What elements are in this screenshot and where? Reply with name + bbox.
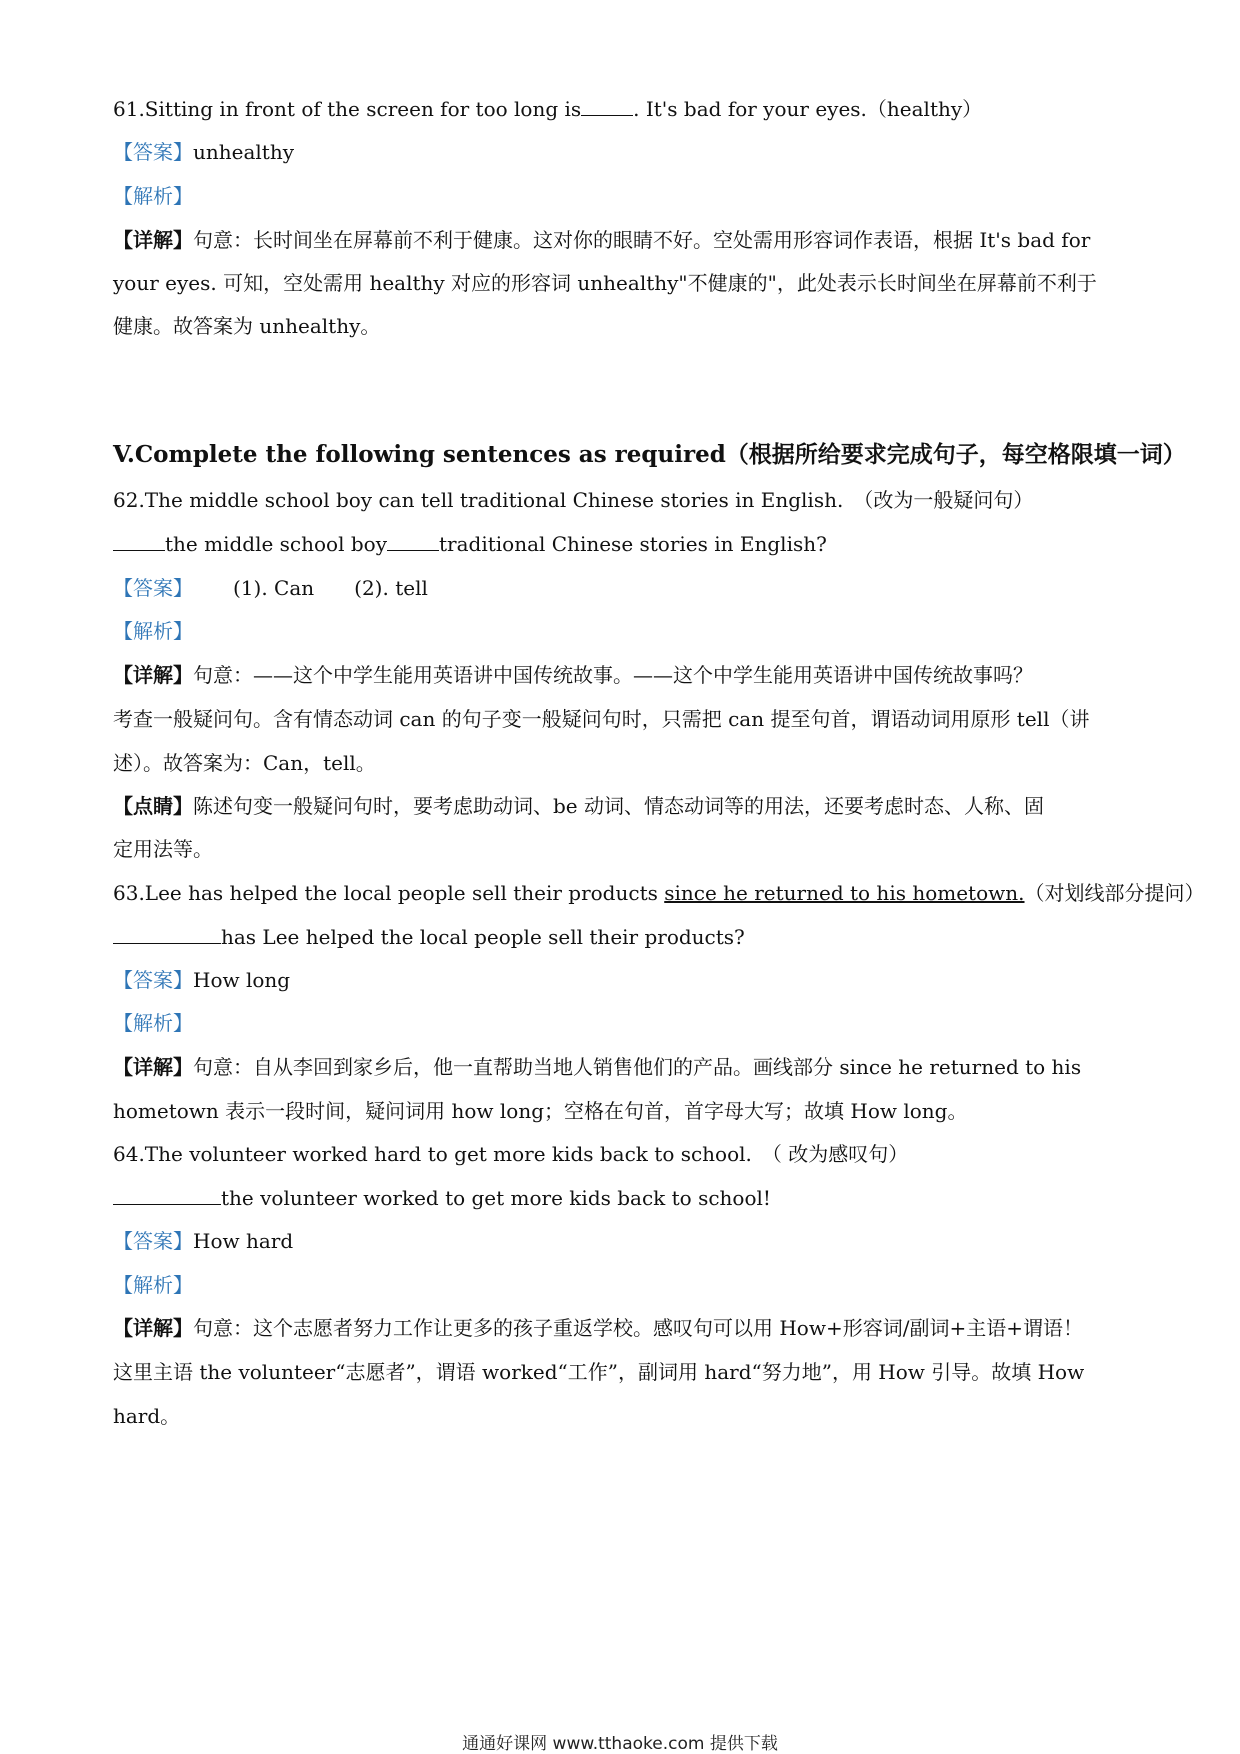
- q62-detail-line-3: 述）。故答案为：Can，tell。: [113, 751, 376, 775]
- answer-tag: 【答案】: [113, 140, 193, 164]
- q61-detail-line-2: your eyes. 可知，空处需用 healthy 对应的形容词 unhealthy"不健康的"，此处表示长时间坐在屏幕前不利于: [113, 271, 1097, 295]
- section-title: V.Complete the following sentences as required（根据所给要求完成句子，每空格限填一词）: [113, 441, 1186, 468]
- q61-detail-line-3: 健康。故答案为 unhealthy。: [113, 314, 381, 338]
- answer-blank: [113, 1186, 221, 1205]
- q62-detail-line-2: 考查一般疑问句。含有情态动词 can 的句子变一般疑问句时，只需把 can 提至句首，谓语动词用原形 tell（讲: [113, 707, 1090, 731]
- detail-tag: 【详解】: [113, 228, 193, 252]
- answer-blank: [113, 925, 221, 944]
- q64-fill: the volunteer worked to get more kids back to school!: [113, 1185, 1133, 1211]
- q63-detail-line-1: 【详解】句意：自从李回到家乡后，他一直帮助当地人销售他们的产品。画线部分 since he returned to his: [113, 1055, 1082, 1079]
- q64-detail-line-1: 【详解】句意：这个志愿者努力工作让更多的孩子重返学校。感叹句可以用 How+形容词/副词+主语+谓语！: [113, 1316, 1083, 1340]
- q61-detail-line-1: 【详解】句意：长时间坐在屏幕前不利于健康。这对你的眼睛不好。空处需用形容词作表语，根据 It's bad for: [113, 228, 1091, 252]
- q63-stem: 63.Lee has helped the local people sell their products since he returned to his hometown.（对划线部分提问）: [113, 881, 1205, 905]
- answer-text: unhealthy: [193, 140, 295, 164]
- q64-detail-line-3: hard。: [113, 1404, 181, 1428]
- point-tag: 【点睛】: [113, 794, 193, 818]
- q62-point-line-2: 定用法等。: [113, 837, 213, 861]
- q62-stem: 62.The middle school boy can tell traditional Chinese stories in English. （改为一般疑问句）: [113, 488, 1034, 512]
- q64-stem: 64.The volunteer worked hard to get more kids back to school. （ 改为感叹句）: [113, 1142, 909, 1166]
- q63-analysis: [113, 1010, 1133, 1036]
- detail-tag: 【详解】: [113, 1055, 193, 1079]
- q62-answer: 【答案】 (1). Can (2). tell: [113, 576, 428, 600]
- q62-fill: the middle school boy traditional Chinese stories in English?: [113, 531, 1133, 557]
- answer-blank: [387, 532, 439, 551]
- analysis-tag: 【解析】: [113, 619, 193, 643]
- q61-stem: 61.Sitting in front of the screen for too long is . It's bad for your eyes.（healthy）: [113, 97, 983, 121]
- q64-analysis: [113, 1272, 1133, 1298]
- q64-answer: 【答案】How hard: [113, 1229, 294, 1253]
- q61-answer: [113, 139, 1133, 165]
- answer-blank: [113, 532, 165, 551]
- q63-detail-line-2: hometown 表示一段时间，疑问词用 how long；空格在句首，首字母大写；故填 How long。: [113, 1099, 968, 1123]
- analysis-tag: 【解析】: [113, 184, 193, 208]
- answer-tag: 【答案】: [113, 968, 193, 992]
- analysis-tag: 【解析】: [113, 1273, 193, 1297]
- answer-tag: 【答案】: [113, 576, 193, 600]
- q62-detail-line-1: 【详解】句意：——这个中学生能用英语讲中国传统故事。——这个中学生能用英语讲中国传统故事吗？: [113, 663, 1033, 687]
- q61-analysis: [113, 183, 1133, 209]
- detail-tag: 【详解】: [113, 1316, 193, 1340]
- page-footer: 通通好课网 www.tthaoke.com 提供下载: [462, 1734, 778, 1754]
- q64-detail-line-2: 这里主语 the volunteer“志愿者”，谓语 worked“工作”，副词用 hard“努力地”，用 How 引导。故填 How: [113, 1360, 1085, 1384]
- underlined-part: since he returned to his hometown.: [664, 881, 1025, 905]
- answer-blank: [581, 97, 633, 116]
- analysis-tag: 【解析】: [113, 1011, 193, 1035]
- answer-tag: 【答案】: [113, 1229, 193, 1253]
- q63-fill: has Lee helped the local people sell their products?: [113, 924, 1133, 950]
- detail-tag: 【详解】: [113, 663, 193, 687]
- q63-answer: 【答案】How long: [113, 968, 291, 992]
- q62-analysis: [113, 618, 1133, 644]
- q62-point-line-1: 【点睛】陈述句变一般疑问句时，要考虑助动词、be 动词、情态动词等的用法，还要考虑时态、人称、固: [113, 794, 1044, 818]
